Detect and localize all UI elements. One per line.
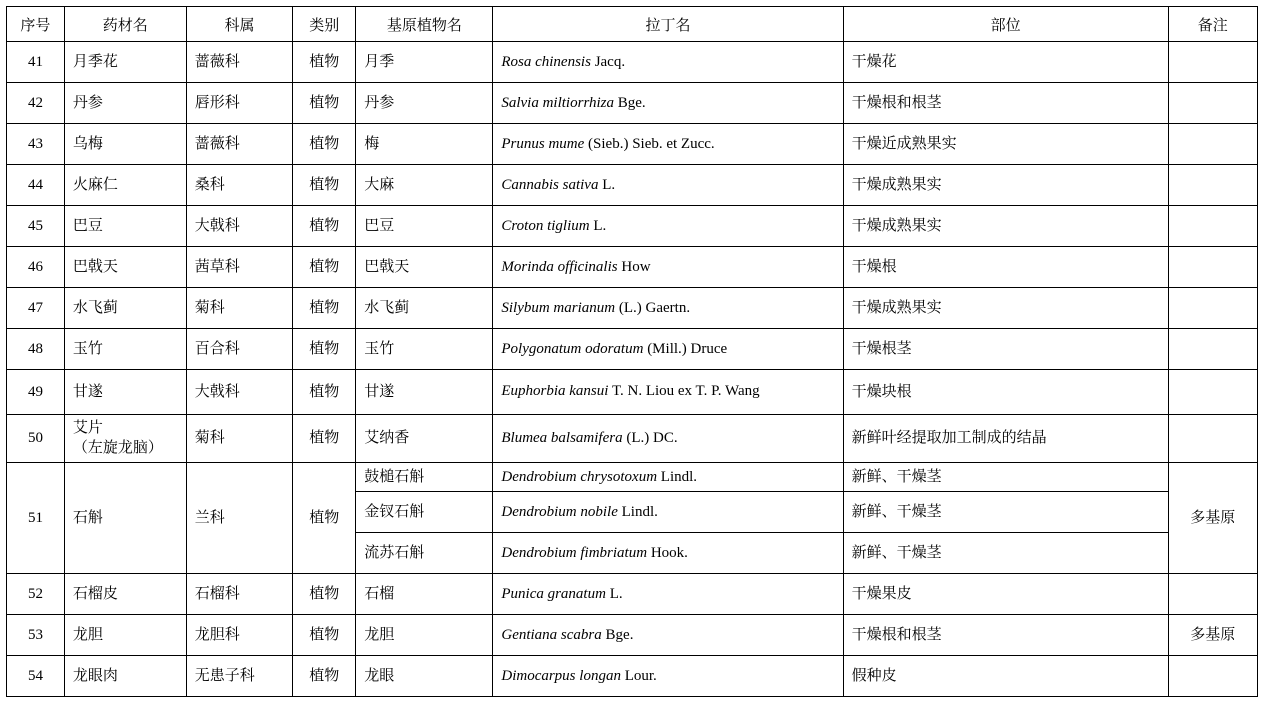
cell-family: 无患子科 (194, 668, 255, 685)
cell-no: 50 (27, 430, 43, 447)
cell-remark: 多基原 (1190, 627, 1236, 644)
cell-source-plant: 龙眼 (364, 668, 395, 685)
column-header-no: 序号 (7, 7, 65, 42)
cell-latin-name: Gentiana scabra Bge. (501, 627, 634, 644)
cell-part: 新鲜、干燥茎 (851, 469, 942, 485)
cell-source-plant: 大麻 (364, 176, 395, 193)
cell-no: 54 (27, 668, 43, 685)
cell-family: 石榴科 (194, 586, 240, 603)
column-header-part: 部位 (843, 7, 1168, 42)
cell-part: 假种皮 (851, 668, 897, 685)
cell-remark (1169, 435, 1257, 443)
table-row (7, 463, 1258, 492)
cell-family: 蔷薇科 (194, 135, 240, 152)
cell-remark (1169, 58, 1257, 66)
table-row (7, 247, 1258, 288)
cell-material-name (65, 415, 186, 462)
cell-category: 植物 (309, 135, 340, 152)
cell-source-plant: 巴戟天 (364, 258, 410, 275)
medicinal-materials-table (6, 6, 1258, 697)
cell-latin-name: Dimocarpus longan Lour. (501, 668, 657, 685)
cell-source-plant: 月季 (364, 53, 395, 70)
cell-category: 植物 (309, 340, 340, 357)
cell-family: 菊科 (194, 430, 225, 447)
cell-latin-name: Cannabis sativa L. (501, 176, 616, 193)
cell-part: 干燥成熟果实 (851, 176, 942, 193)
cell-no: 49 (27, 383, 43, 400)
cell-category: 植物 (309, 217, 340, 234)
cell-part: 干燥近成熟果实 (851, 135, 957, 152)
cell-part: 新鲜、干燥茎 (851, 545, 942, 562)
cell-no: 44 (27, 176, 43, 193)
cell-family: 龙胆科 (194, 627, 240, 644)
cell-material-name: 甘遂 (72, 383, 103, 400)
cell-part: 新鲜、干燥茎 (851, 504, 942, 521)
cell-family: 大戟科 (194, 383, 240, 400)
table-row (7, 42, 1258, 83)
cell-part: 干燥成熟果实 (851, 217, 942, 234)
cell-part: 干燥根 (851, 258, 897, 275)
cell-latin-name: Euphorbia kansui T. N. Liou ex T. P. Wang (501, 383, 760, 400)
cell-latin-name: Silybum marianum (L.) Gaertn. (501, 299, 691, 316)
column-header-remark: 备注 (1168, 7, 1257, 42)
cell-no: 45 (27, 217, 43, 234)
cell-part: 干燥根和根茎 (851, 627, 942, 644)
cell-latin-name: Croton tiglium L. (501, 217, 607, 234)
cell-source-plant: 鼓槌石斛 (364, 469, 425, 485)
table-row (7, 165, 1258, 206)
column-header-latin-name: 拉丁名 (493, 7, 843, 42)
cell-source-plant: 巴豆 (364, 217, 395, 234)
cell-category: 植物 (309, 586, 340, 603)
cell-source-plant: 水飞蓟 (364, 299, 410, 316)
cell-material-name: 乌梅 (72, 135, 103, 152)
cell-part: 干燥根茎 (851, 340, 912, 357)
cell-source-plant: 甘遂 (364, 383, 395, 400)
table-row (7, 206, 1258, 247)
cell-family: 茜草科 (194, 258, 240, 275)
cell-category: 植物 (309, 627, 340, 644)
cell-part: 新鲜叶经提取加工制成的结晶 (851, 430, 1047, 447)
document-page (0, 6, 1264, 717)
table-row (7, 574, 1258, 615)
cell-source-plant: 梅 (364, 135, 380, 152)
cell-latin-name: Salvia miltiorrhiza Bge. (501, 94, 646, 111)
cell-source-plant: 艾纳香 (364, 430, 410, 447)
material-name-line2: （左旋龙脑） (72, 439, 163, 456)
table-header-row (7, 7, 1258, 42)
cell-latin-name: Punica granatum L. (501, 586, 623, 603)
cell-remark (1169, 590, 1257, 598)
cell-no: 53 (27, 627, 43, 644)
material-name-line1: 艾片 (72, 420, 103, 436)
cell-remark (1169, 304, 1257, 312)
table-row (7, 83, 1258, 124)
cell-latin-name: Dendrobium nobile Lindl. (501, 504, 658, 521)
cell-source-plant: 金钗石斛 (364, 504, 425, 521)
cell-family: 大戟科 (194, 217, 240, 234)
cell-material-name: 龙眼肉 (72, 668, 118, 685)
table-header (7, 7, 1258, 42)
cell-material-name: 石榴皮 (72, 586, 118, 603)
table-row (7, 615, 1258, 656)
cell-source-plant: 石榴 (364, 586, 395, 603)
cell-remark (1169, 222, 1257, 230)
cell-no: 52 (27, 586, 43, 603)
table-row (7, 415, 1258, 463)
cell-category: 植物 (309, 176, 340, 193)
column-header-category: 类别 (293, 7, 356, 42)
cell-category: 植物 (309, 383, 340, 400)
table-row (7, 370, 1258, 415)
cell-category: 植物 (309, 299, 340, 316)
cell-material-name: 石斛 (72, 510, 103, 526)
cell-source-plant: 玉竹 (364, 340, 395, 357)
cell-family: 百合科 (194, 340, 240, 357)
table-row (7, 329, 1258, 370)
cell-latin-name: Blumea balsamifera (L.) DC. (501, 430, 678, 447)
table-row (7, 656, 1258, 697)
cell-no: 41 (27, 53, 43, 70)
cell-material-name: 火麻仁 (72, 176, 118, 193)
cell-family: 菊科 (194, 299, 225, 316)
cell-remark: 多基原 (1190, 510, 1236, 526)
cell-no: 42 (27, 94, 43, 111)
cell-remark (1169, 99, 1257, 107)
cell-source-plant: 龙胆 (364, 627, 395, 644)
cell-no: 47 (27, 299, 43, 316)
cell-category: 植物 (309, 668, 340, 685)
cell-latin-name: Dendrobium fimbriatum Hook. (501, 545, 688, 562)
cell-no: 48 (27, 340, 43, 357)
cell-remark (1169, 672, 1257, 680)
cell-remark (1169, 181, 1257, 189)
cell-material-name: 月季花 (72, 53, 118, 70)
table-row (7, 288, 1258, 329)
cell-category: 植物 (309, 258, 340, 275)
column-header-material-name: 药材名 (64, 7, 186, 42)
cell-part: 干燥成熟果实 (851, 299, 942, 316)
column-header-family: 科属 (186, 7, 293, 42)
cell-family: 蔷薇科 (194, 53, 240, 70)
cell-part: 干燥花 (851, 53, 897, 70)
cell-material-name: 丹参 (72, 94, 103, 111)
cell-category: 植物 (309, 94, 340, 111)
cell-latin-name: Dendrobium chrysotoxum Lindl. (501, 469, 698, 485)
cell-family: 桑科 (194, 176, 225, 193)
cell-category: 植物 (309, 510, 340, 526)
cell-part: 干燥根和根茎 (851, 94, 942, 111)
cell-family: 唇形科 (194, 94, 240, 111)
table-row (7, 124, 1258, 165)
cell-source-plant: 流苏石斛 (364, 545, 425, 562)
cell-remark (1169, 345, 1257, 353)
cell-category: 植物 (309, 53, 340, 70)
cell-no: 46 (27, 258, 43, 275)
cell-part: 干燥果皮 (851, 586, 912, 603)
cell-remark (1169, 263, 1257, 271)
column-header-source-plant: 基原植物名 (356, 7, 493, 42)
cell-latin-name: Rosa chinensis Jacq. (501, 53, 626, 70)
cell-remark (1169, 140, 1257, 148)
cell-material-name: 龙胆 (72, 627, 103, 644)
table-body (7, 42, 1258, 697)
cell-material-name: 巴戟天 (72, 258, 118, 275)
cell-material-name: 巴豆 (72, 217, 103, 234)
cell-material-name: 水飞蓟 (72, 299, 118, 316)
cell-source-plant: 丹参 (364, 94, 395, 111)
cell-no: 51 (27, 510, 43, 526)
cell-family: 兰科 (194, 510, 225, 526)
cell-no: 43 (27, 135, 43, 152)
cell-remark (1169, 388, 1257, 396)
cell-category: 植物 (309, 430, 340, 447)
cell-latin-name: Morinda officinalis How (501, 258, 651, 275)
cell-latin-name: Polygonatum odoratum (Mill.) Druce (501, 340, 728, 357)
cell-part: 干燥块根 (851, 383, 912, 400)
cell-latin-name: Prunus mume (Sieb.) Sieb. et Zucc. (501, 135, 715, 152)
cell-material-name: 玉竹 (72, 340, 103, 357)
